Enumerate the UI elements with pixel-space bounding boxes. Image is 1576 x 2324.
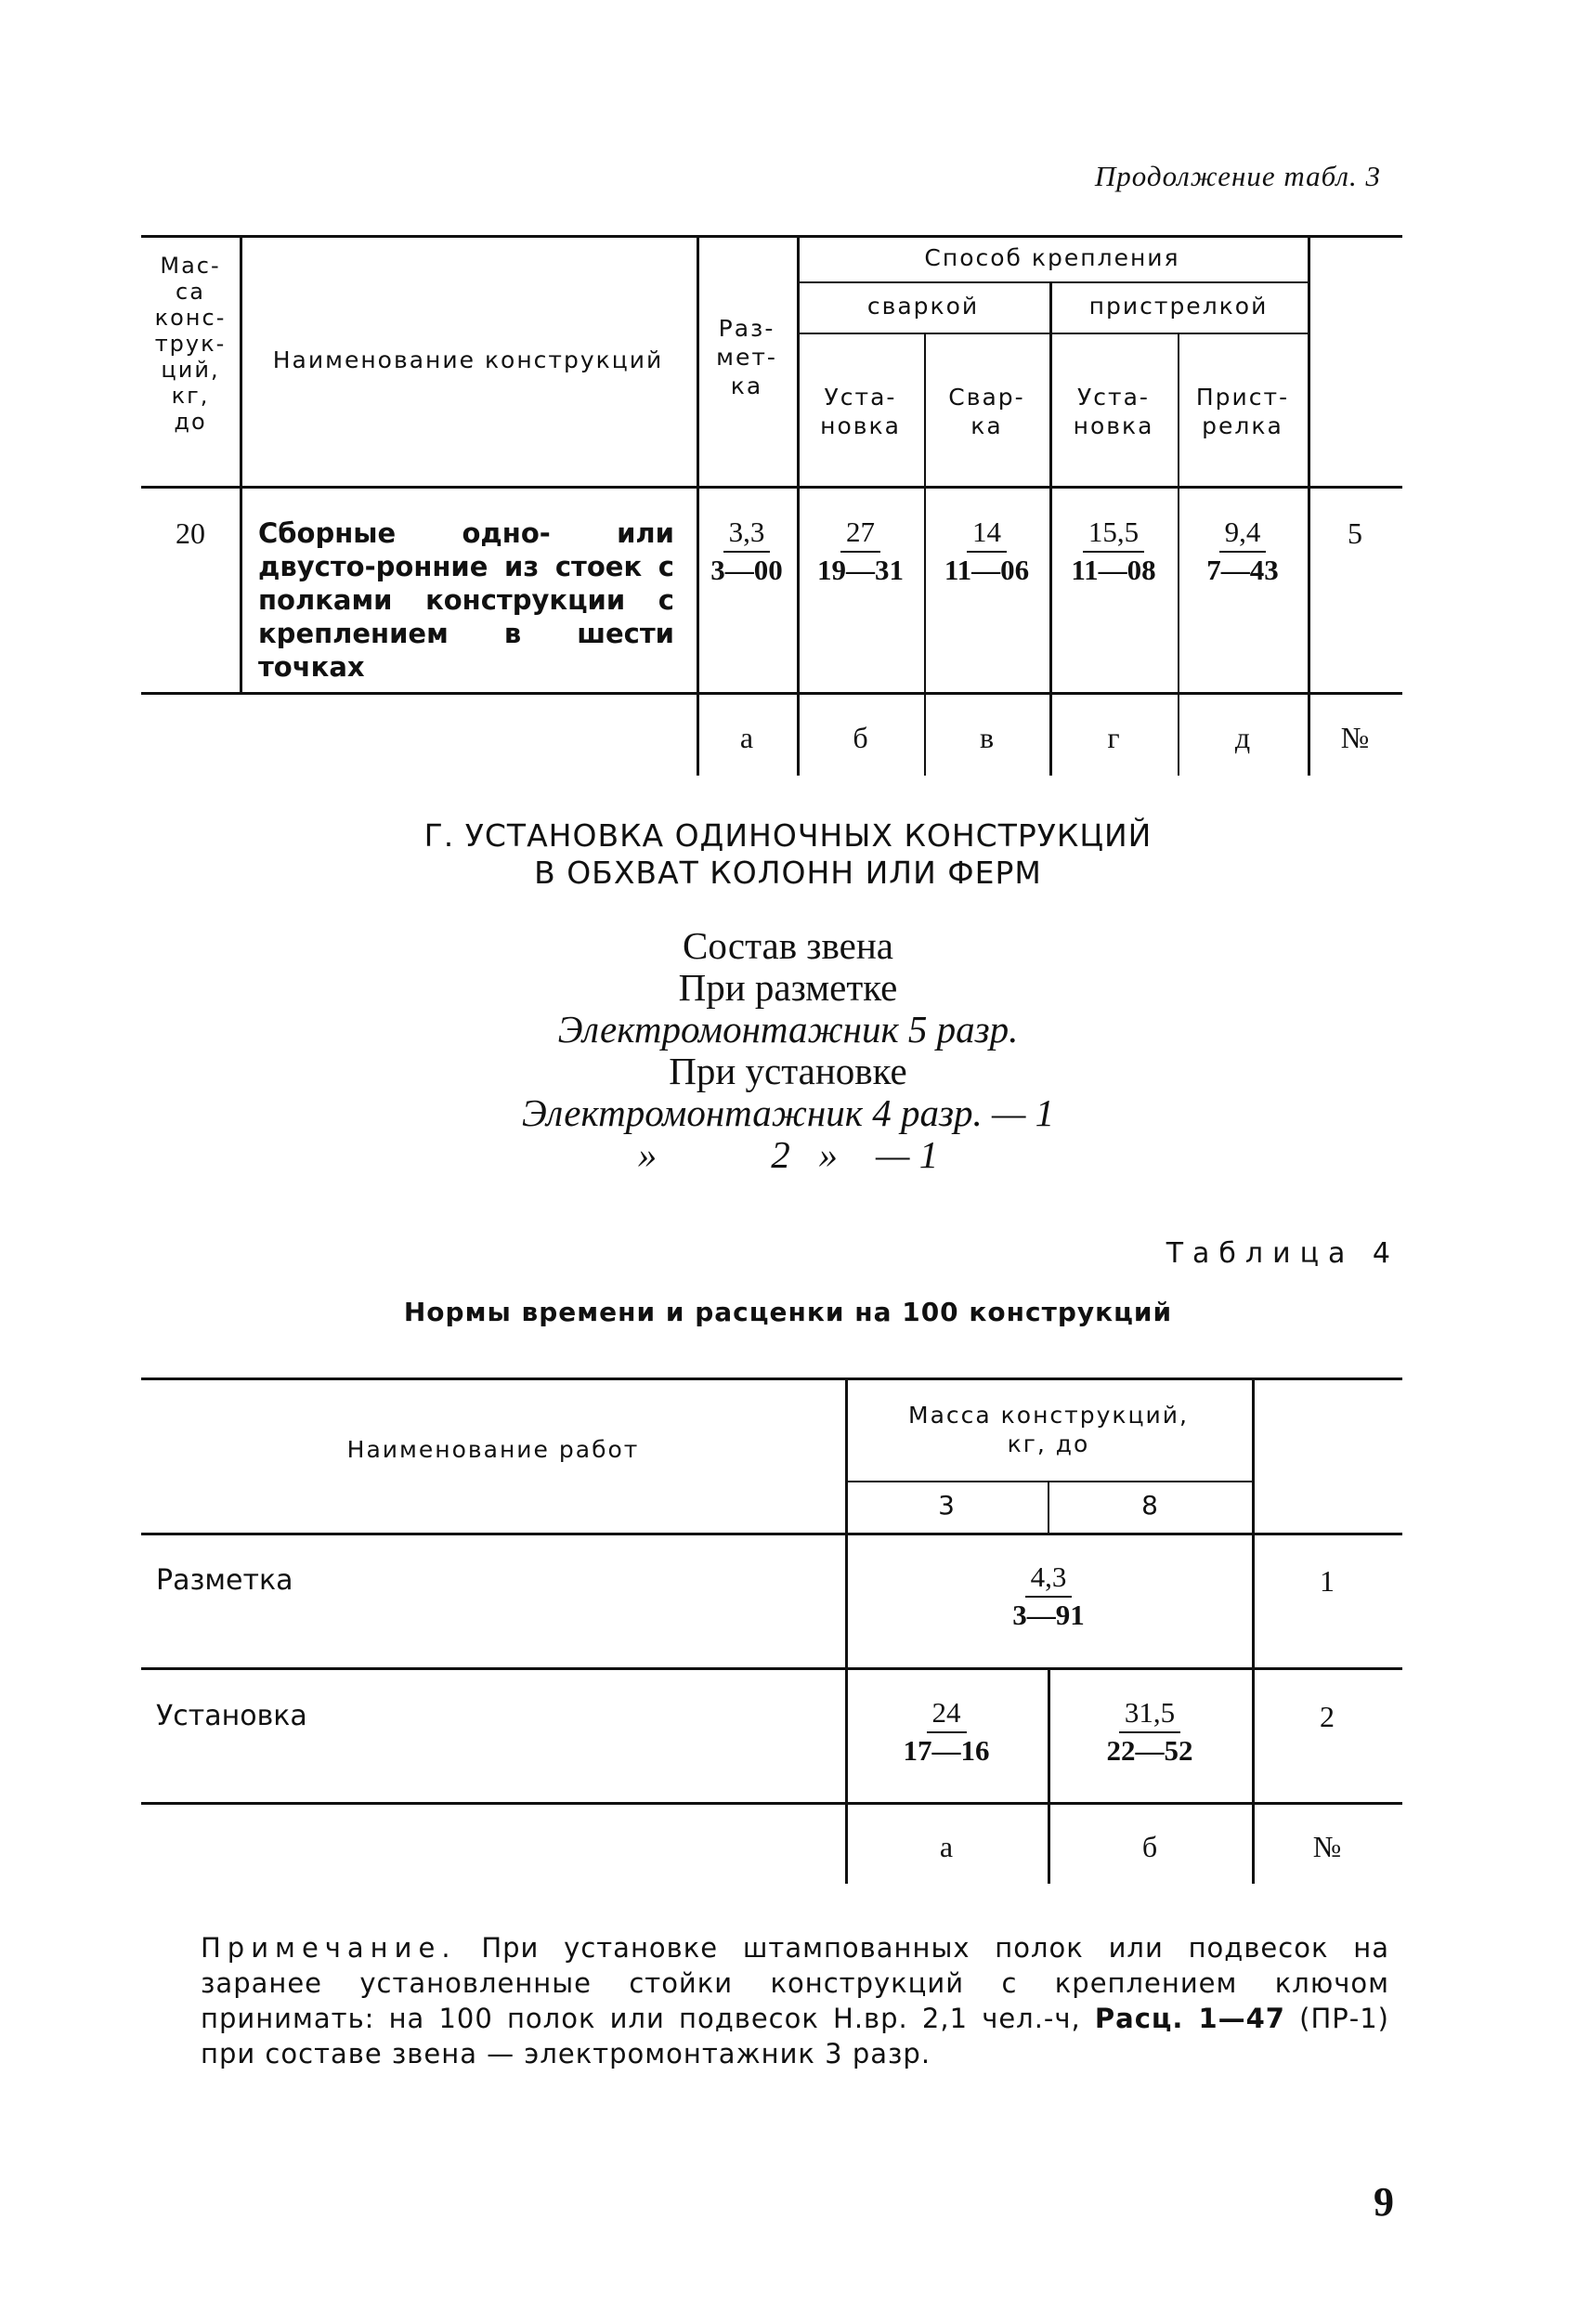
header-fastening-method: Способ крепления [924,244,1180,271]
installation-worker-1: Электромонтажник 4 разр. — 1 [521,1091,1055,1134]
column-label: а [739,721,754,754]
header-installation: Уста- новка [820,384,901,439]
table-number-label: Таблица 4 [1166,1237,1400,1270]
fraction-nail-install [1049,516,1178,588]
norm-value: 15,5 [1083,516,1144,553]
table3-method-divider [797,281,1309,283]
note-tail: (ПР-1) при составе звена — электромонтажник 3 разр. [201,2003,1389,2069]
fraction-marking [697,516,797,588]
column-label: д [1234,721,1251,754]
work-name-marking: Разметка [156,1564,293,1597]
table4-header-bottom-border [141,1533,1402,1535]
header-welding: сваркой [866,293,980,320]
price-value: 3—91 [1012,1599,1085,1631]
section-heading-line2: В ОБХВАТ КОЛОНН ИЛИ ФЕРМ [534,855,1042,891]
price-value: 11—08 [1071,554,1156,586]
header-construction-name: Наименование конструкций [272,346,664,373]
column-label: г [1107,721,1120,754]
norm-value: 3,3 [723,516,771,553]
table-title: Нормы времени и расценки на 100 конструкций [403,1297,1173,1327]
column-label: б [853,721,868,754]
crew-composition-title: Состав звена [683,924,893,967]
price-value: 22—52 [1106,1734,1193,1767]
row-number: 2 [1320,1700,1335,1733]
table3-subgroup-divider [797,333,1309,334]
header-nailing-work: Прист- релка [1195,384,1290,439]
fraction-nail [1178,516,1308,588]
fraction-installation-8kg [1048,1696,1252,1769]
header-nailing: пристрелкой [1088,293,1269,320]
table3-body-bottom-border [141,692,1402,695]
table-continuation-label: Продолжение табл. 3 [1094,160,1381,192]
table3-col-divider [240,235,242,692]
note [201,1930,1389,2071]
fraction-marking-merged [845,1560,1252,1633]
work-name-installation: Установка [156,1700,307,1732]
note-text: При установке штампованных полок или подвесок на заранее установленные стойки конструкций с креплением ключом принимать: на 100 полок или подвесок Н.вр. 2,1 чел.-ч, [201,1932,1389,2034]
section-heading-line1: Г. УСТАНОВКА ОДИНОЧНЫХ КОНСТРУКЦИЙ [423,817,1153,854]
norm-value: 24 [927,1696,967,1733]
column-label: в [979,721,995,754]
price-value: 3—00 [710,554,783,586]
table4-row-divider [141,1667,1402,1670]
price-value: 11—06 [944,554,1030,586]
norm-value: 27 [840,516,880,553]
column-label: б [1141,1830,1158,1863]
installation-worker-2: » 2 » — 1 [637,1133,939,1176]
table3-header-bottom-border [141,486,1402,489]
fraction-installation-3kg [845,1696,1048,1769]
norm-value: 4,3 [1025,1560,1073,1598]
page-number: 9 [1374,2179,1394,2225]
norm-value: 31,5 [1119,1696,1180,1733]
row-number: 1 [1320,1564,1335,1598]
price-value: 19—31 [817,554,904,586]
norm-value: 14 [967,516,1007,553]
header-construction-mass: Масса конструкций, кг, до [908,1402,1189,1457]
header-mass: Мас- са конс- трук- ций, кг, до [154,253,227,435]
price-value: 7—43 [1206,554,1279,586]
table4-top-border [141,1377,1402,1380]
column-label-number: № [1340,721,1370,754]
table4-col-divider [1252,1377,1255,1884]
header-marking: Раз- мет- ка [716,315,777,399]
table3-top-border [141,235,1402,238]
installation-label: При установке [669,1050,907,1092]
mass-value-3: 3 [938,1490,955,1521]
header-welding-work: Свар- ка [948,384,1025,439]
fraction-weld [924,516,1049,588]
row-number: 5 [1348,516,1362,550]
table3-col-divider [1308,235,1310,776]
fraction-weld-install [797,516,924,588]
marking-label: При разметке [678,966,898,1009]
note-label: Примечание. [201,1932,457,1964]
mass-value-8: 8 [1141,1490,1158,1521]
header-work-name: Наименование работ [346,1436,640,1463]
row-construction-name: Сборные одно- или двусто-ронние из стоек с полками конструкции с креплением в шести точках [258,517,674,683]
column-label-number: № [1312,1830,1342,1863]
norm-value: 9,4 [1219,516,1267,553]
column-label: а [939,1830,954,1863]
marking-worker: Электромонтажник 5 разр. [557,1008,1019,1051]
row-mass-value: 20 [176,516,205,550]
table4-body-bottom-border [141,1802,1402,1805]
price-value: 17—16 [903,1734,990,1767]
header-installation: Уста- новка [1073,384,1154,439]
note-price: Расц. 1—47 [1094,2003,1285,2034]
